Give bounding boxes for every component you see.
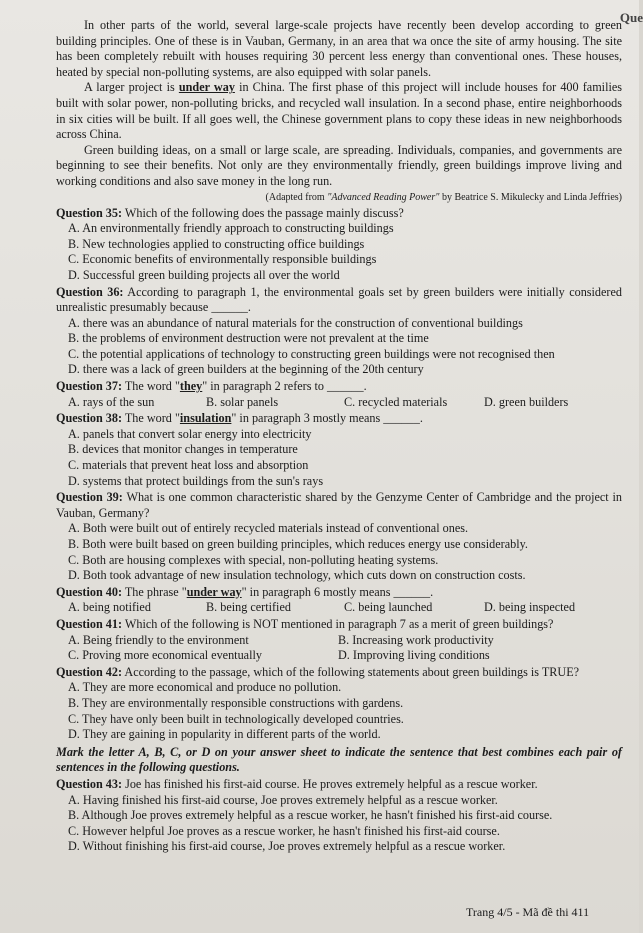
option-c[interactable]: C. the potential applications of technology to constructing green buildings were not recognised then [68, 346, 555, 361]
option-a[interactable]: A. They are more economical and produce no pollution. [68, 680, 342, 695]
option-b[interactable]: B. They are environmentally responsible constructions with gardens. [68, 695, 404, 710]
question-stem: Question 42: According to the passage, which of the following statements about green buildings is TRUE? [56, 664, 580, 679]
options-row-2 [56, 648, 622, 664]
question-43 [56, 777, 622, 855]
option-b[interactable]: B. Although Joe proves extremely helpful as a rescue worker, he hasn't finished his first-aid course. [68, 808, 553, 823]
option-d[interactable]: D. They are gaining in popularity in different parts of the world. [68, 727, 381, 742]
option-c[interactable]: C. However helpful Joe proves as a rescue worker, he hasn't finished his first-aid course. [68, 823, 500, 838]
option-a[interactable]: A. panels that convert solar energy into electricity [68, 426, 312, 441]
question-stem: Question 43: Joe has finished his first-aid course. He proves extremely helpful as a rescue worker. [56, 776, 538, 791]
question-stem: Question 35: Which of the following does the passage mainly discuss? [56, 205, 404, 220]
passage-paragraph-2: A larger project is under way in China. The first phase of this project will include houses for 400 families built with solar power, non-polluting bricks, and recycled wall insulation. In a second phase, entire neighborhoods in six cities will be built. If all goes well, the Chinese government plans to copy these ideas in new neighborhoods across China. [56, 80, 622, 142]
question-37 [56, 379, 622, 410]
option-b[interactable]: B. solar panels [206, 394, 279, 409]
options-row [56, 600, 622, 616]
option-b[interactable]: B. Both were built based on green building principles, which reduces energy use considerably. [68, 537, 528, 551]
option-d[interactable]: D. being inspected [484, 600, 576, 615]
option-b[interactable]: B. the problems of environment destruction were not prevalent at the time [68, 331, 429, 346]
question-41 [56, 617, 622, 664]
question-40 [56, 585, 622, 616]
passage-citation: (Adapted from "Advanced Reading Power" by Beatrice S. Mikulecky and Linda Jeffries) [265, 191, 622, 203]
option-c[interactable]: C. Both are housing complexes with special, non-polluting heating systems. [68, 552, 439, 567]
question-stem: Question 37: The word "they" in paragraph 2 refers to ______. [56, 379, 367, 394]
option-a[interactable]: A. Being friendly to the environment [68, 632, 249, 647]
option-a[interactable]: A. An environmentally friendly approach to constructing buildings [68, 221, 394, 236]
page-content [56, 18, 622, 855]
underlined-phrase: under way [186, 584, 242, 599]
option-c[interactable]: C. They have only been built in technologically developed countries. [68, 711, 404, 726]
option-d[interactable]: D. Without finishing his first-aid course, Joe proves extremely helpful as a rescue worker. [68, 839, 506, 854]
underlined-phrase: under way [178, 80, 235, 95]
option-a[interactable]: A. Both were built out of entirely recycled materials instead of conventional ones. [68, 521, 469, 536]
option-d[interactable]: D. Successful green building projects all over the world [68, 267, 340, 282]
option-a[interactable]: A. Having finished his first-aid course, Joe proves extremely helpful as a rescue worker. [68, 792, 498, 807]
question-42 [56, 665, 622, 743]
option-c[interactable]: C. recycled materials [344, 394, 448, 409]
reading-passage [56, 18, 622, 205]
options-row-1 [56, 633, 622, 649]
section-instruction: Mark the letter A, B, C, or D on your answer sheet to indicate the sentence that best combines each pair of sentences in the following questions. [56, 744, 622, 775]
option-c[interactable]: C. being launched [344, 600, 433, 615]
option-d[interactable]: D. systems that protect buildings from the sun's rays [68, 473, 324, 488]
passage-paragraph-3: Green building ideas, on a small or large scale, are spreading. Individuals, companies, and governments are beginning to see their benefits. Not only are they environmentally friendly, green buildings improve living and working conditions and also save money in the long run. [56, 142, 622, 188]
question-stem: Question 36: According to paragraph 1, the environmental goals set by green builders were initially considered unrealistic presumably because ______. [56, 284, 622, 315]
question-38 [56, 411, 622, 489]
corner-text-fragment: Que [619, 10, 643, 25]
option-b[interactable]: B. Increasing work productivity [338, 632, 494, 647]
underlined-word: insulation [179, 411, 232, 426]
option-c[interactable]: C. Economic benefits of environmentally responsible buildings [68, 252, 377, 267]
option-d[interactable]: D. green builders [484, 394, 569, 409]
option-b[interactable]: B. New technologies applied to constructing office buildings [68, 236, 365, 251]
underlined-word: they [179, 379, 203, 394]
question-36 [56, 285, 622, 379]
question-stem: Question 40: The phrase "under way" in paragraph 6 mostly means ______. [56, 584, 434, 599]
question-35 [56, 206, 622, 284]
question-39 [56, 490, 622, 584]
question-stem: Question 38: The word "insulation" in paragraph 3 mostly means ______. [56, 411, 423, 426]
option-d[interactable]: D. there was a lack of green builders at the beginning of the 20th century [68, 362, 424, 377]
option-b[interactable]: B. devices that monitor changes in temperature [68, 442, 298, 457]
question-stem: Question 41: Which of the following is NOT mentioned in paragraph 7 as a merit of green buildings? [56, 616, 554, 631]
option-a[interactable]: A. there was an abundance of natural materials for the construction of conventional buildings [68, 315, 523, 330]
page-footer: Trang 4/5 - Mã đề thi 411 [466, 905, 590, 919]
option-d[interactable]: D. Improving living conditions [338, 648, 490, 663]
options-row [56, 395, 622, 411]
option-c[interactable]: C. materials that prevent heat loss and absorption [68, 458, 309, 473]
option-b[interactable]: B. being certified [206, 600, 291, 615]
option-a[interactable]: A. being notified [68, 600, 151, 615]
option-d[interactable]: D. Both took advantage of new insulation technology, which cuts down on construction costs. [68, 568, 526, 583]
option-c[interactable]: C. Proving more economical eventually [68, 648, 262, 663]
question-stem: Question 39: What is one common characteristic shared by the Genzyme Center of Cambridge and the project in Vauban, Germany? [56, 490, 622, 520]
passage-paragraph-1: In other parts of the world, several large-scale projects have recently been develop according to green building principles. One of these is in Vauban, Germany, in an area that wa once the site of army housing. The site has been completely rebuilt with houses requiring 30 percent less energy than conventional ones. These houses, heated by special non-polluting systems, are also equipped with solar panels. [56, 18, 622, 79]
option-a[interactable]: A. rays of the sun [68, 394, 155, 409]
